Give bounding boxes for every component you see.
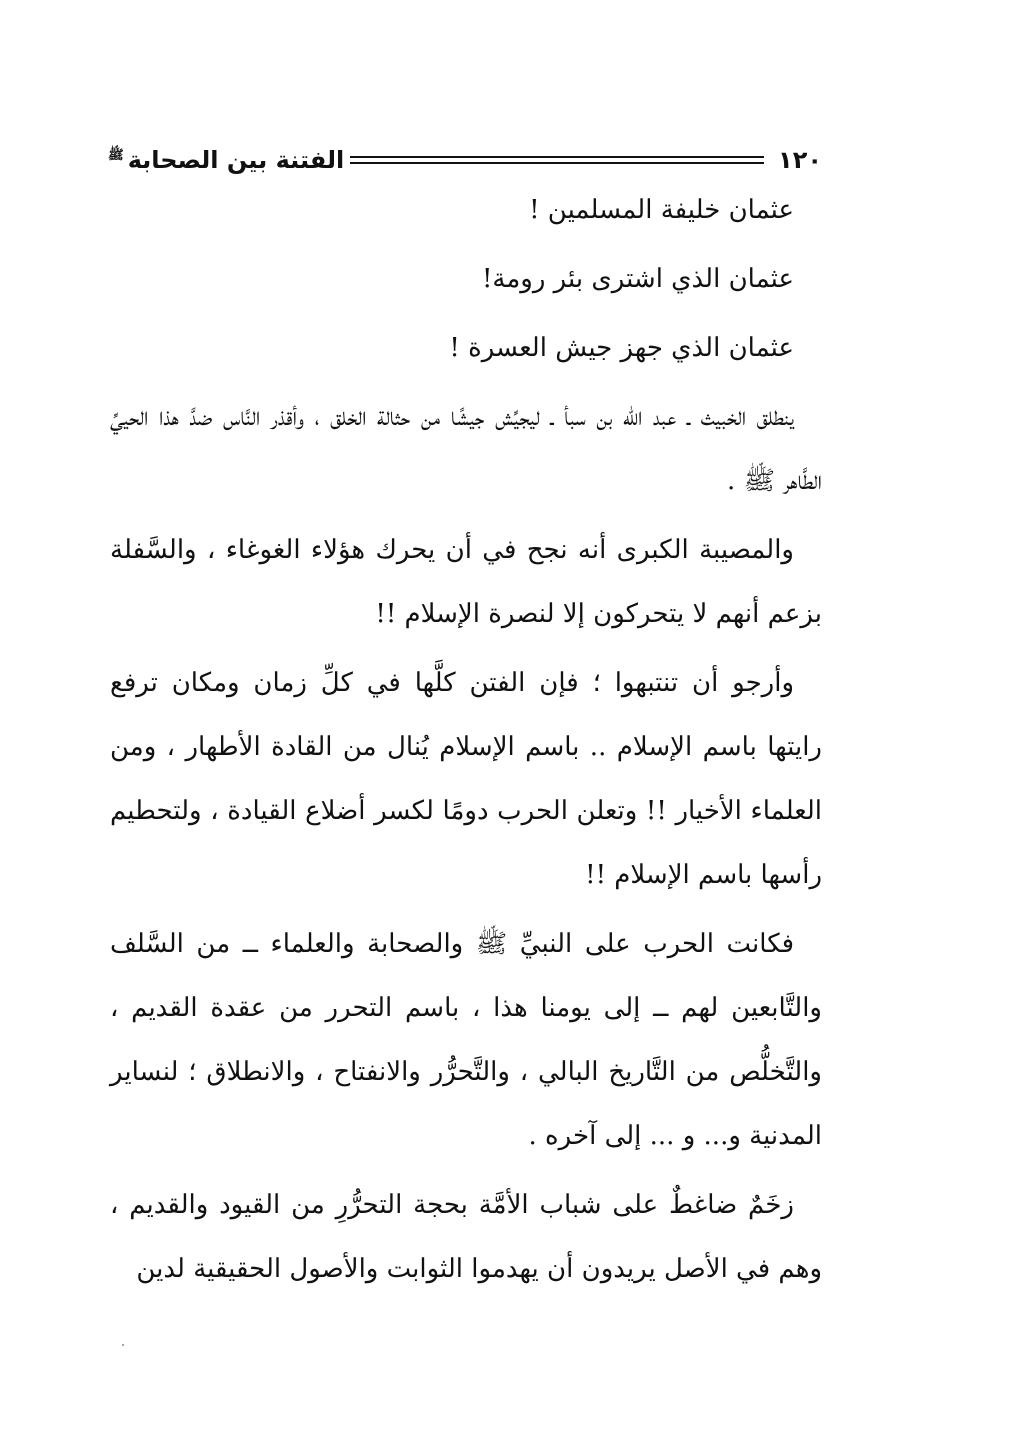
running-header	[108, 140, 822, 180]
paragraph: والمصيبة الكبرى أنه نجح في أن يحرك هؤلاء الغوغاء ، والسَّفلة بزعم أنهم لا يتحركون إلا لنصرة الإسلام !!	[110, 535, 822, 629]
book-title-text: الفتنة بين الصحابة	[127, 146, 345, 174]
paragraph: زخَمٌ ضاغطٌ على شباب الأمَّة بحجة التحرُّرِ من القيود والقديم ، وهم في الأصل يريدون أن يهدموا الثوابت والأصول الحقيقية لدين	[110, 1190, 822, 1284]
page-number: ١٢٠	[778, 146, 822, 174]
paragraph: فكانت الحرب على النبيِّ ﷺ والصحابة والعلماء ــ من السَّلف والتَّابعين لهم ــ إلى يومنا هذا ، باسم التحرر من عقدة القديم ، والتَّخلُّص من التَّاريخ البالي ، والتَّحرُّر والانفتاح ، والانطلاق ؛ لنساير المدنية و... و ... إلى آخره .	[110, 929, 822, 1151]
body-text	[110, 178, 822, 1306]
paragraph: عثمان الذي جهز جيش العسرة !	[449, 333, 794, 363]
paragraph: وأرجو أن تنتبهوا ؛ فإن الفتن كلَّها في كلِّ زمان ومكان ترفع رايتها باسم الإسلام .. باسم الإسلام يُنال من القادة الأطهار ، ومن العلماء الأخيار !! وتعلن الحرب دومًا لكسر أضلاع القيادة ، ولتحطيم رأسها باسم الإسلام !!	[110, 668, 822, 890]
paragraph: عثمان خليفة المسلمين !	[529, 195, 794, 225]
scan-speck	[122, 1344, 124, 1346]
paragraph: عثمان الذي اشترى بئر رومة!	[481, 264, 794, 294]
book-title	[108, 146, 344, 174]
paragraph: ينطلق الخبيث ـ عبد الله بن سبأ ـ ليجيِّش جيشًا من حثالة الخلق ، وأقذر النَّاس ضدَّ هذا الحييِّ الطَّاهر ﷺ .	[110, 402, 822, 496]
header-rule	[350, 156, 764, 164]
honorific-symbol: ﷺ	[108, 148, 124, 163]
